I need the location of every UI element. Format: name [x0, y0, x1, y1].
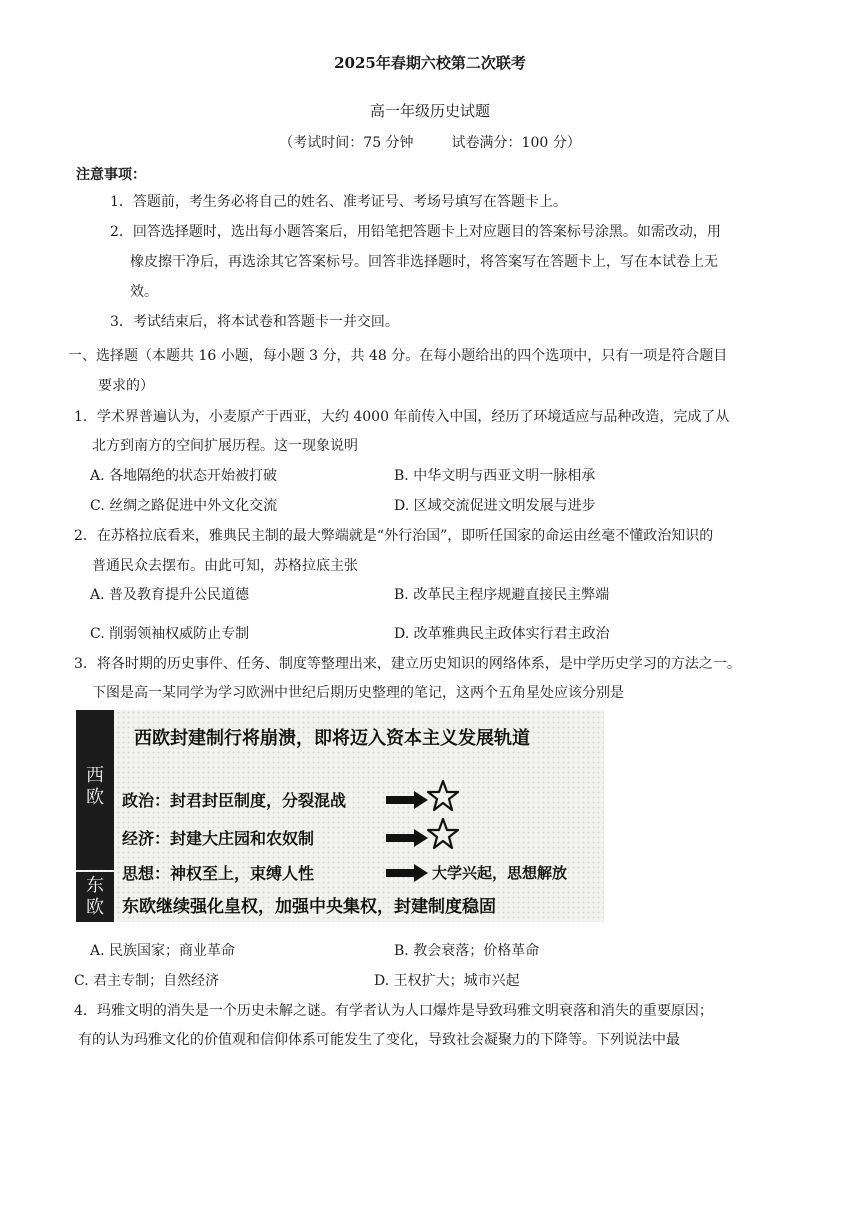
note-item: 效。 — [130, 284, 158, 300]
figure-row-thought: 思想：神权至上，束缚人性 — [122, 864, 315, 883]
figure-row-politics: 政治：封君封臣制度，分裂混战 — [122, 791, 347, 810]
question-stem: 1．学术界普遍认为，小麦原产于西亚，大约 4000 年前传入中国，经历了环境适应与品种改造，完成了从 — [74, 409, 730, 425]
east-europe-sidebar — [76, 872, 114, 922]
figure-footer: 东欧继续强化皇权，加强中央集权，封建制度稳固 — [122, 897, 496, 917]
exam-subtitle: 高一年级历史试题 — [369, 102, 490, 120]
star-icon — [426, 817, 460, 851]
option-d: D. 区域交流促进文明发展与进步 — [394, 498, 596, 514]
option-b: B. 教会衰落；价格革命 — [394, 943, 540, 959]
option-d: D. 改革雅典民主政体实行君主政治 — [394, 626, 610, 642]
east-label-2: 欧 — [86, 897, 104, 918]
section-heading: 一、选择题（本题共 16 小题，每小题 3 分，共 48 分。在每小题给出的四个选项中，只有一项是符合题目 — [68, 348, 728, 364]
notes-figure — [76, 710, 604, 922]
note-item: 1．答题前，考生务必将自己的姓名、准考证号、考场号填写在答题卡上。 — [110, 194, 567, 210]
option-a: A. 各地隔绝的状态开始被打破 — [90, 468, 278, 484]
west-label-1: 西 — [86, 765, 104, 786]
arrow-right-icon — [386, 790, 428, 810]
exam-info — [0, 132, 860, 152]
section-heading-cont: 要求的） — [98, 378, 154, 394]
note-item: 2．回答选择题时，选出每小题答案后，用铅笔把答题卡上对应题目的答案标号涂黑。如需改动，用 — [110, 224, 721, 240]
figure-heading: 西欧封建制行将崩溃，即将迈入资本主义发展轨道 — [134, 728, 530, 749]
question-stem: 有的认为玛雅文化的价值观和信仰体系可能发生了变化，导致社会凝聚力的下降等。下列说法中最 — [78, 1032, 680, 1048]
arrow-right-icon — [386, 828, 428, 848]
east-label-1: 东 — [86, 875, 104, 896]
option-c: C. 丝绸之路促进中外文化交流 — [90, 498, 278, 514]
option-d: D. 王权扩大；城市兴起 — [374, 973, 520, 989]
question-stem: 2．在苏格拉底看来，雅典民主制的最大弊端就是“外行治国”，即听任国家的命运由丝毫不懂政治知识的 — [74, 528, 714, 544]
figure-row-economy: 经济：封建大庄园和农奴制 — [122, 829, 315, 848]
question-stem: 北方到南方的空间扩展历程。这一现象说明 — [92, 438, 358, 454]
note-item: 橡皮擦干净后，再选涂其它答案标号。回答非选择题时，将答案写在答题卡上，写在本试卷上无 — [130, 254, 718, 270]
exam-time: （考试时间：75 分钟 — [279, 135, 414, 151]
note-item: 3．考试结束后，将本试卷和答题卡一并交回。 — [110, 314, 399, 330]
notes-heading: 注意事项： — [76, 167, 146, 183]
option-a: A. 普及教育提升公民道德 — [90, 587, 250, 603]
arrow-right-icon — [386, 863, 428, 883]
question-stem: 3．将各时期的历史事件、任务、制度等整理出来，建立历史知识的网络体系，是中学历史学习的方法之一。 — [74, 656, 741, 672]
option-c: C. 削弱领袖权威防止专制 — [90, 626, 250, 642]
question-stem: 4．玛雅文明的消失是一个历史未解之谜。有学者认为人口爆炸是导致玛雅文明衰落和消失的重要原因； — [74, 1003, 713, 1019]
option-b: B. 改革民主程序规避直接民主弊端 — [394, 587, 610, 603]
option-c: C. 君主专制；自然经济 — [74, 973, 220, 989]
west-label-2: 欧 — [86, 787, 104, 808]
west-europe-sidebar — [76, 710, 114, 870]
figure-row-thought-result: 大学兴起，思想解放 — [432, 864, 568, 882]
exam-title: 2025年春期六校第二次联考 — [334, 54, 526, 72]
star-icon — [426, 779, 460, 813]
full-score: 试卷满分：100 分） — [451, 135, 581, 151]
option-b: B. 中华文明与西亚文明一脉相承 — [394, 468, 596, 484]
option-a: A. 民族国家；商业革命 — [90, 943, 236, 959]
question-stem: 下图是高一某同学为学习欧洲中世纪后期历史整理的笔记，这两个五角星处应该分别是 — [92, 685, 624, 701]
question-stem: 普通民众去摆布。由此可知，苏格拉底主张 — [92, 558, 358, 574]
